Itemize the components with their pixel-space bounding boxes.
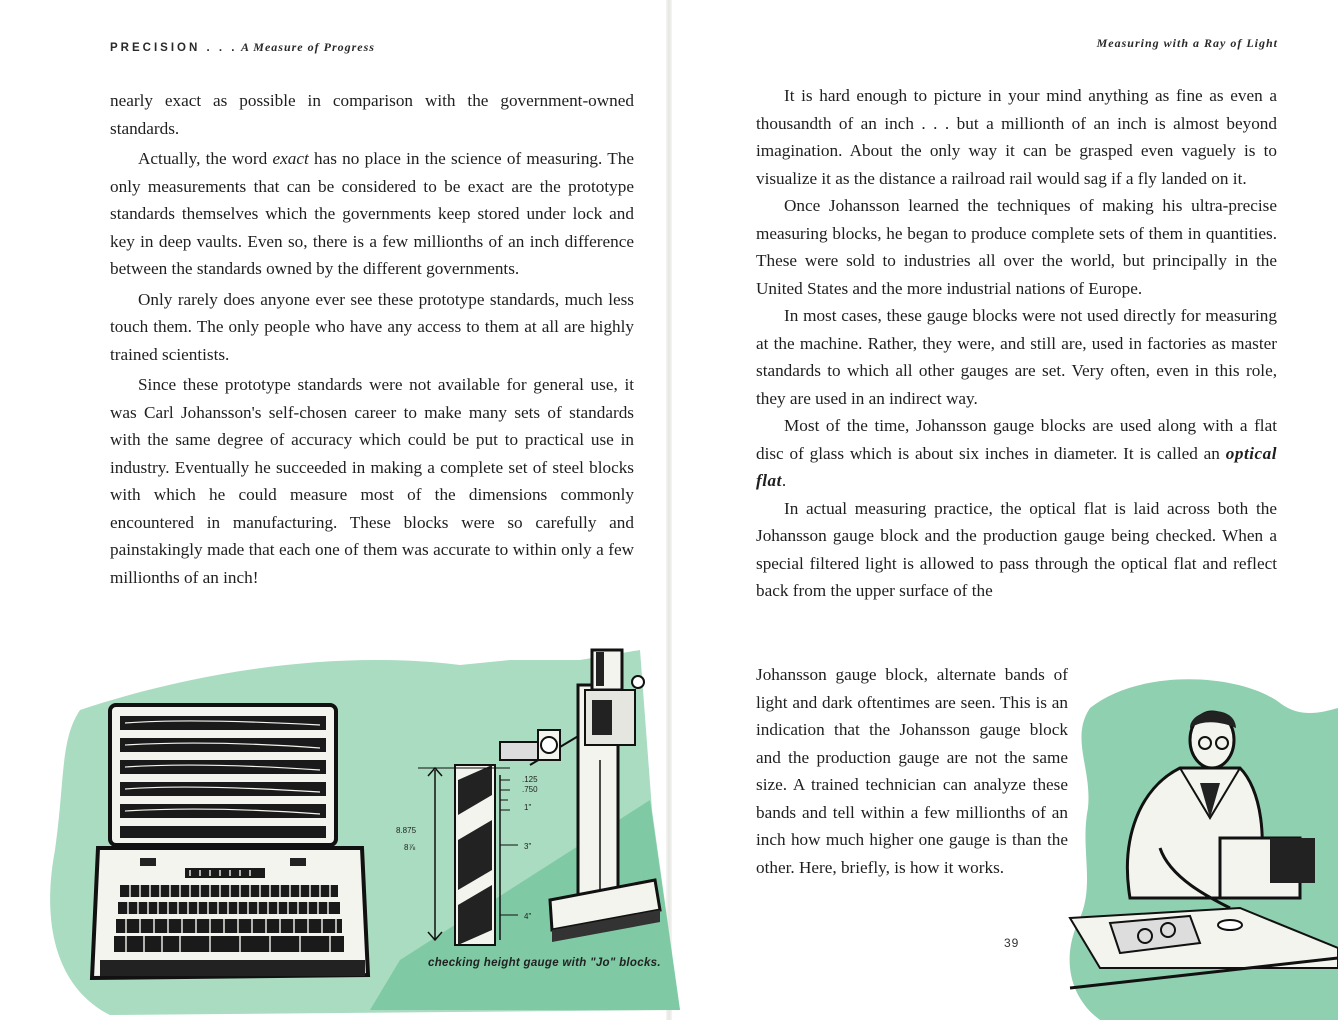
paragraph: Once Johansson learned the techniques of making his ultra-precise measuring blocks, he began to produce complete sets of them in quantities. These were sold to industries all over the world, but principally in the United States and the more industrial nations of Europe.	[756, 196, 1277, 298]
illustration-caption: checking height gauge with "Jo" blocks.	[428, 957, 661, 969]
paragraph: In most cases, these gauge blocks were not used directly for measuring at the machine. Rather, they were, and still are, used in factories as master standards to which all other gauges are set. Very often, even in this role, they are used in an indirect way.	[756, 306, 1277, 408]
left-running-head	[110, 40, 375, 55]
paragraph: Johansson gauge block, alternate bands of light and dark oftentimes are seen. This is an indication that the Johansson gauge block and the production gauge are not the same size. A trained technician can analyze these bands and tell within a few millionths of an inch how much higher one gauge is than the other. Here, briefly, is how it works.	[756, 665, 1068, 877]
emphasis-optical-flat: optical flat	[756, 443, 1277, 490]
svg-text:8⅞: 8⅞	[404, 843, 416, 852]
running-head-prefix: PRECISION . . .	[110, 42, 238, 54]
jo-block-case-icon	[92, 705, 368, 978]
running-head-title-right: Measuring with a Ray of Light	[1096, 36, 1278, 50]
paragraph: nearly exact as possible in comparison with the government-owned standards.	[110, 91, 634, 138]
running-head-title: A Measure of Progress	[240, 40, 375, 54]
svg-text:.750: .750	[522, 785, 538, 794]
paragraph: Only rarely does anyone ever see these prototype standards, much less touch them. The only people who have any access to them at all are highly trained scientists.	[110, 289, 634, 364]
paragraph: Since these prototype standards were not available for general use, it was Carl Johansson's self-chosen career to make many sets of standards with the same degree of accuracy which could be put to practical use in industry. Eventually he succeeded in making a complete set of steel blocks with which he could measure most of the dimensions commonly encountered in manufacturing. These blocks were so carefully and painstakingly made that each one of them was accurate to within only a few millionths of an inch!	[110, 375, 634, 587]
svg-text:3": 3"	[524, 842, 532, 851]
technician-illustration	[1040, 668, 1338, 1020]
page-number: 39	[1004, 936, 1020, 950]
svg-text:.125: .125	[522, 775, 538, 784]
svg-text:4": 4"	[524, 912, 532, 921]
right-running-head	[1097, 36, 1278, 51]
emphasis-exact: exact	[272, 149, 309, 168]
paragraph: Most of the time, Johansson gauge blocks are used along with a flat disc of glass which is about six inches in diameter. It is called an optical flat.	[756, 416, 1277, 490]
left-body-text	[110, 87, 634, 591]
right-body-text	[756, 82, 1277, 605]
paragraph: It is hard enough to picture in your mind anything as fine as even a thousandth of an inch . . . but a millionth of an inch is almost beyond imagination. About the only way it can be grasped even vaguely is to visualize it as the distance a railroad rail would sag if a fly landed on it.	[756, 86, 1277, 188]
right-wrap-text	[756, 661, 1068, 881]
svg-text:1": 1"	[524, 803, 532, 812]
svg-text:8.875: 8.875	[396, 826, 417, 835]
paragraph: In actual measuring practice, the optical flat is laid across both the Johansson gauge block and the production gauge being checked. When a special filtered light is allowed to pass through the optical flat and reflect back from the upper surface of the	[756, 498, 1277, 600]
paragraph: Actually, the word exact has no place in the science of measuring. The only measurements that can be considered to be exact are the prototype standards themselves which the governments keep stored under lock and key in deep vaults. Even so, there is a few millionths of an inch difference between the standards owned by the different governments.	[110, 149, 634, 278]
